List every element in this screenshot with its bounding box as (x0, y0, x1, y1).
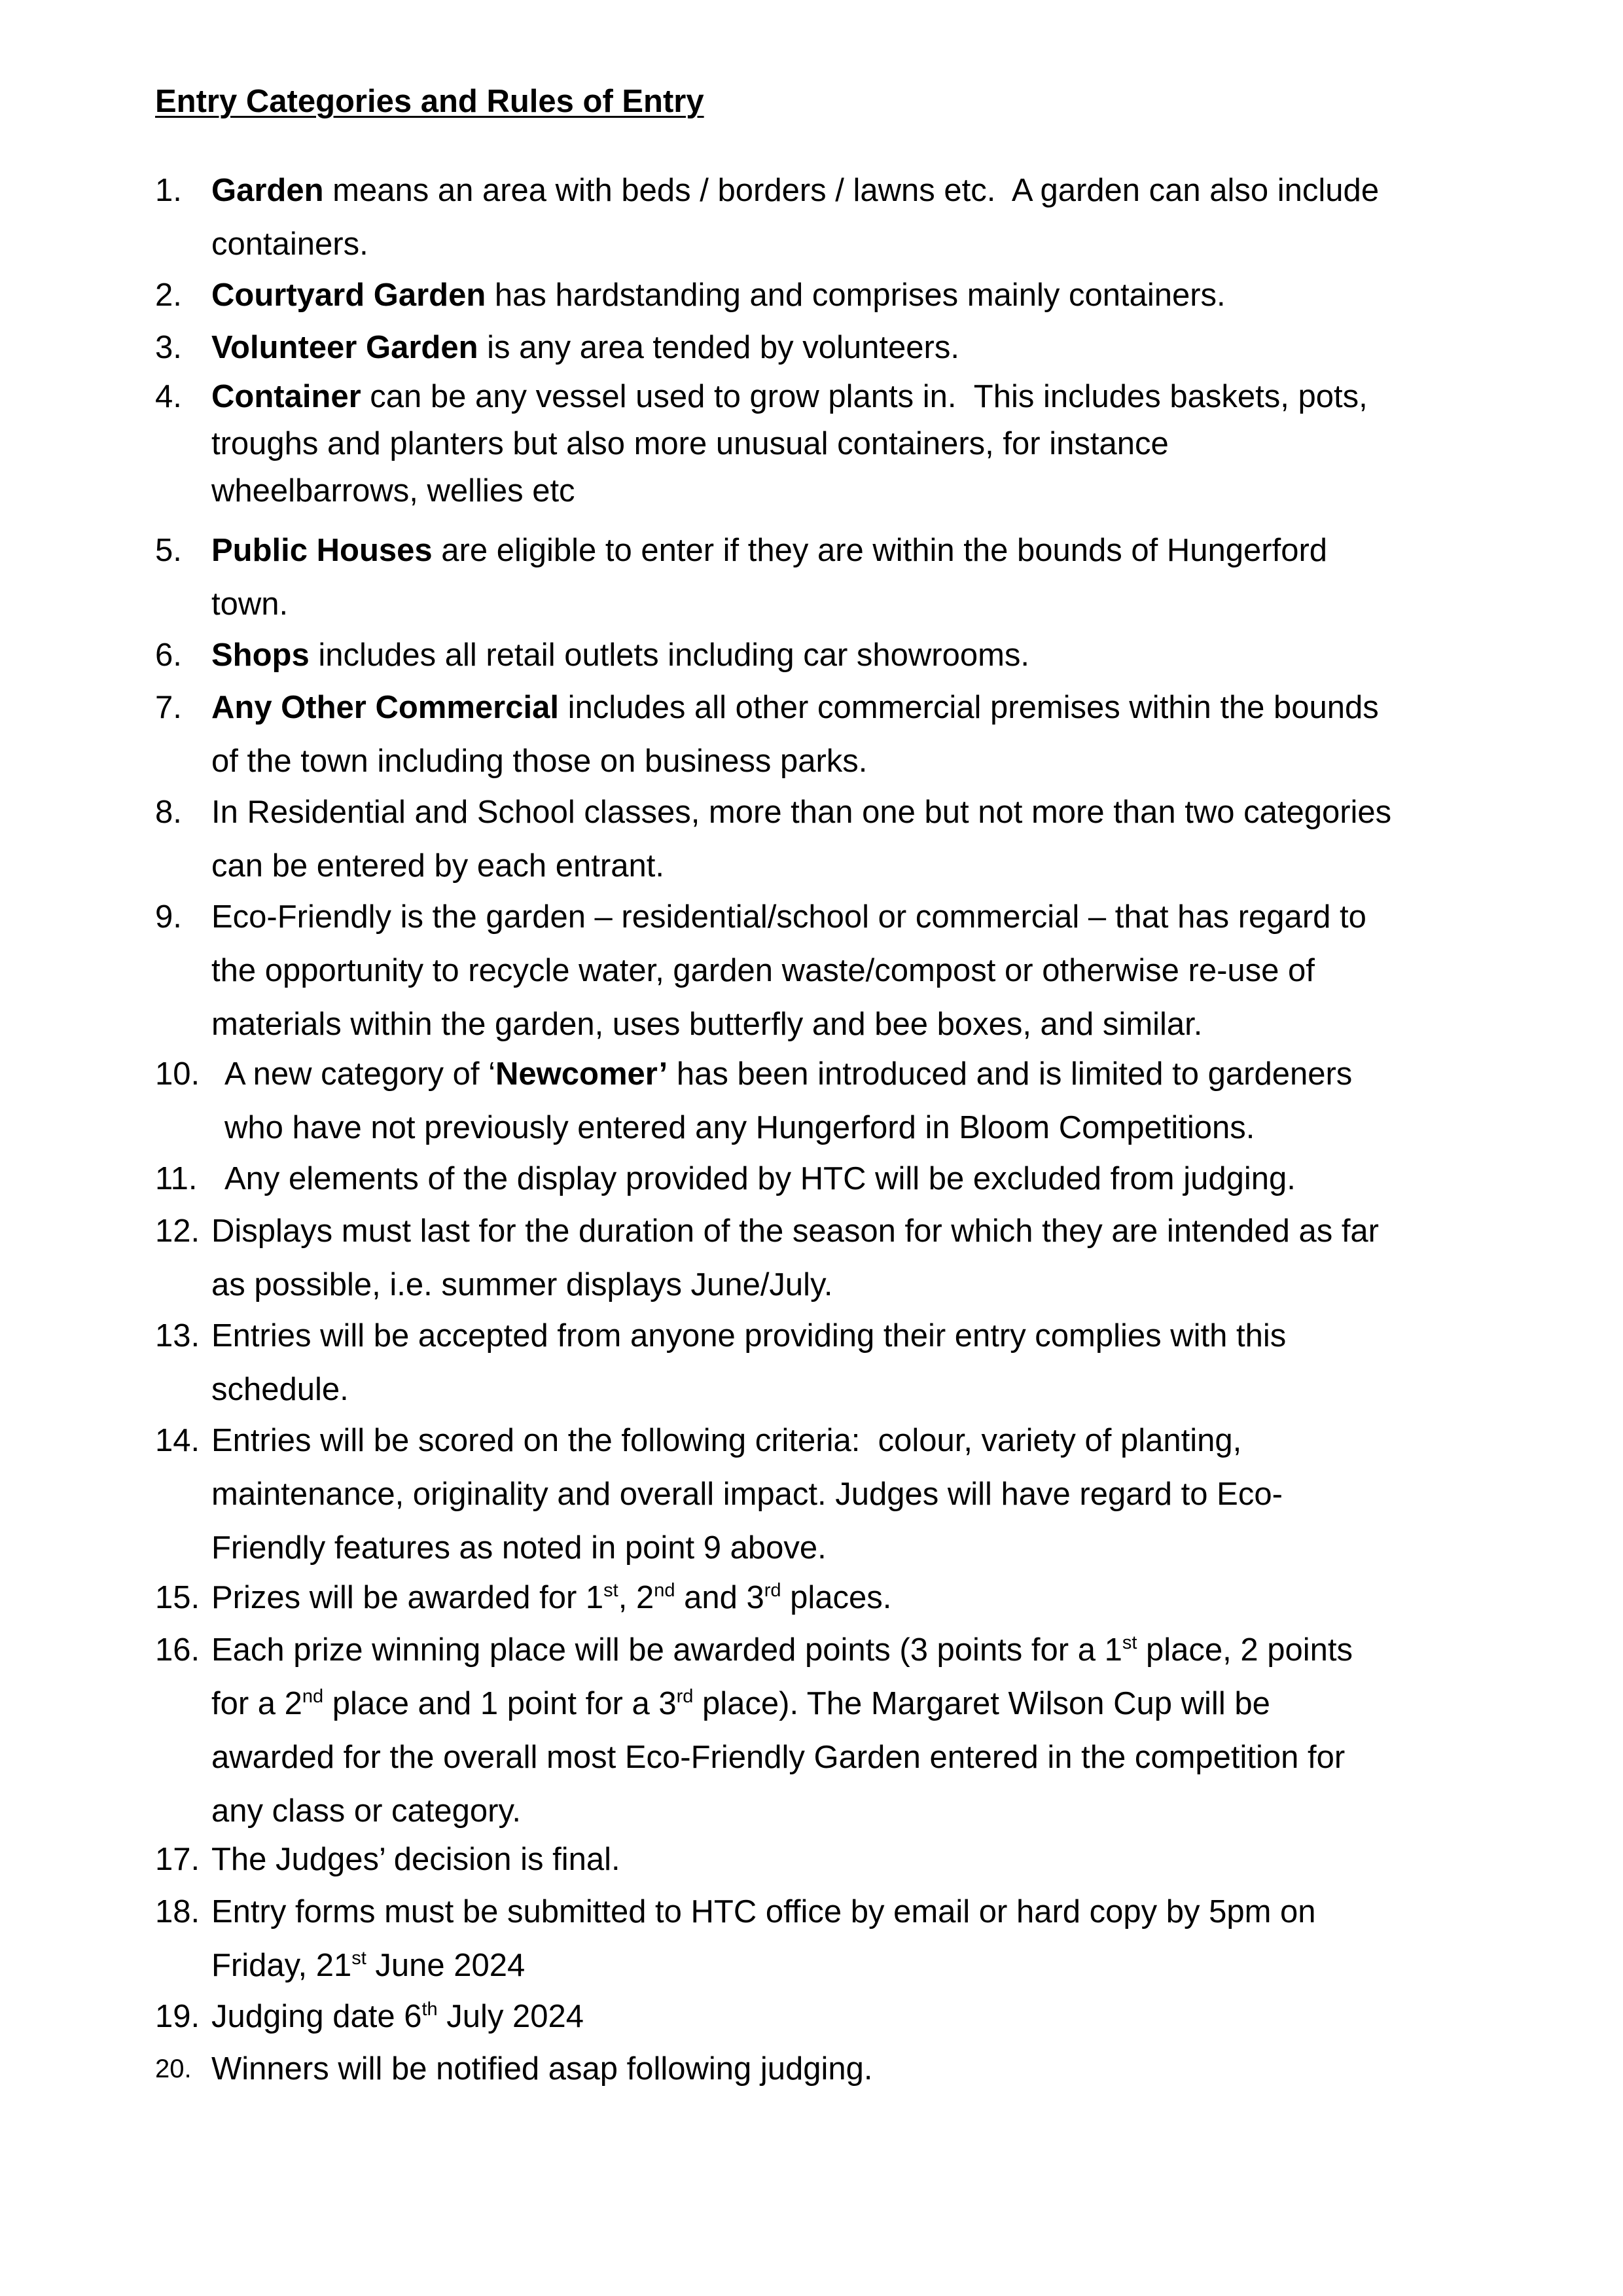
text-run: Displays must last for the duration of the season for which they are intended as far (211, 1213, 1380, 1249)
rule-line (211, 467, 1520, 514)
rule-text (211, 1990, 1520, 2043)
rule-line (211, 321, 1520, 374)
rule-line (211, 734, 1520, 788)
text-run: materials within the garden, uses butterfly and bee boxes, and similar. (211, 1007, 1203, 1042)
text-run: A new category of ‘ (224, 1056, 496, 1092)
rule-line (211, 217, 1520, 271)
rule-number: 11. (155, 1161, 198, 1196)
rule-line (211, 1731, 1520, 1784)
text-run: includes all retail outlets including car showrooms. (309, 637, 1030, 673)
rule-line (224, 1047, 1520, 1101)
text-run: can be entered by each entrant. (211, 848, 664, 884)
text-run: troughs and planters but also more unusual containers, for instance (211, 426, 1169, 461)
text-run: July 2024 (437, 1999, 584, 2034)
rule-text (224, 1047, 1520, 1155)
rule-text (211, 1309, 1520, 1416)
rule-line (211, 1467, 1520, 1521)
rule-number: 2. (155, 278, 182, 313)
rule-line (211, 944, 1520, 997)
bold-term: Shops (211, 637, 310, 673)
text-run: Entries will be scored on the following criteria: colour, variety of planting, (211, 1423, 1242, 1458)
rule-text (211, 890, 1520, 1051)
rule-number: 4. (155, 379, 182, 414)
rule-line (211, 1833, 1520, 1886)
rule-text (211, 524, 1520, 631)
rule-line (211, 1414, 1520, 1467)
rule-line (211, 890, 1520, 944)
text-run: means an area with beds / borders / lawns etc. A garden can also include (323, 173, 1380, 208)
rule-line (211, 1571, 1520, 1624)
text-run: Prizes will be awarded for 1 (211, 1580, 604, 1615)
rule-text (211, 268, 1520, 322)
rule-line (211, 2042, 1520, 2096)
rule-line (211, 997, 1520, 1051)
rule-line (211, 1784, 1520, 1838)
text-run: schedule. (211, 1372, 349, 1407)
rule-line (211, 1309, 1520, 1363)
rule-line (211, 839, 1520, 893)
rule-number: 5. (155, 533, 182, 568)
text-run: has been introduced and is limited to gardeners (668, 1056, 1353, 1092)
ordinal-suffix: rd (764, 1580, 781, 1601)
bold-term: Volunteer Garden (211, 330, 478, 365)
rule-number: 16. (155, 1632, 200, 1668)
rule-number: 13. (155, 1318, 200, 1354)
text-run: Friday, 21 (211, 1948, 352, 1983)
rule-line (211, 373, 1520, 420)
rule-number: 6. (155, 637, 182, 673)
text-run: includes all other commercial premises within the bounds (559, 690, 1379, 725)
rule-line (211, 1623, 1520, 1677)
rule-number: 10. (155, 1056, 200, 1092)
rule-text (211, 321, 1520, 374)
rule-number: 17. (155, 1842, 200, 1877)
text-run: town. (211, 586, 289, 622)
ordinal-suffix: st (603, 1580, 618, 1601)
text-run: maintenance, originality and overall impact. Judges will have regard to Eco- (211, 1477, 1283, 1512)
rule-number: 1. (155, 173, 182, 208)
rule-text (211, 1204, 1520, 1312)
rule-text (211, 1885, 1520, 1992)
rule-text (211, 785, 1520, 893)
rule-line (211, 1204, 1520, 1258)
rule-number: 18. (155, 1894, 200, 1929)
ordinal-suffix: rd (676, 1686, 694, 1707)
rule-text (211, 628, 1520, 682)
rule-line (211, 420, 1520, 467)
text-run: Any elements of the display provided by HTC will be excluded from judging. (224, 1161, 1296, 1196)
rule-text (211, 2042, 1520, 2096)
text-run: is any area tended by volunteers. (478, 330, 959, 365)
rule-number: 3. (155, 330, 182, 365)
rule-line (211, 524, 1520, 577)
text-run: of the town including those on business parks. (211, 744, 868, 779)
rule-number: 19. (155, 1999, 200, 2034)
text-run: are eligible to enter if they are within the bounds of Hungerford (432, 533, 1328, 568)
bold-term: Garden (211, 173, 324, 208)
text-run: wheelbarrows, wellies etc (211, 473, 575, 509)
rule-text (224, 1152, 1520, 1206)
text-run: In Residential and School classes, more than one but not more than two categories (211, 795, 1392, 830)
text-run: Friendly features as noted in point 9 above. (211, 1530, 827, 1566)
bold-term: Newcomer’ (495, 1056, 668, 1092)
rule-line (211, 268, 1520, 322)
bold-term: Any Other Commercial (211, 690, 559, 725)
ordinal-suffix: st (1122, 1632, 1137, 1653)
rule-line (211, 628, 1520, 682)
rule-line (211, 1521, 1520, 1575)
rule-line (211, 1885, 1520, 1939)
rule-text (211, 1623, 1520, 1838)
rule-number: 12. (155, 1213, 200, 1249)
rule-text (211, 1833, 1520, 1886)
rule-line (211, 681, 1520, 734)
rule-number: 15. (155, 1580, 200, 1615)
ordinal-suffix: th (421, 1999, 438, 2020)
text-run: Each prize winning place will be awarded points (3 points for a 1 (211, 1632, 1122, 1668)
text-run: places. (781, 1580, 892, 1615)
ordinal-suffix: nd (302, 1686, 324, 1707)
text-run: awarded for the overall most Eco-Friendly Garden entered in the competition for (211, 1740, 1346, 1775)
page-heading: Entry Categories and Rules of Entry (155, 84, 704, 119)
rule-text (211, 1571, 1520, 1624)
rule-line (211, 785, 1520, 839)
text-run: can be any vessel used to grow plants in. This includes baskets, pots, (361, 379, 1368, 414)
text-run: place). The Margaret Wilson Cup will be (693, 1686, 1270, 1721)
rule-number: 7. (155, 690, 182, 725)
text-run: place and 1 point for a 3 (323, 1686, 677, 1721)
rule-number: 20. (155, 2054, 192, 2083)
ordinal-suffix: nd (654, 1580, 675, 1601)
text-run: Entry forms must be submitted to HTC office by email or hard copy by 5pm on (211, 1894, 1316, 1929)
rule-text (211, 164, 1520, 271)
ordinal-suffix: st (351, 1948, 366, 1969)
rule-line (211, 577, 1520, 631)
rule-line (211, 1677, 1520, 1731)
bold-term: Public Houses (211, 533, 433, 568)
rule-text (211, 1414, 1520, 1575)
rule-line (211, 164, 1520, 217)
text-run: Judging date 6 (211, 1999, 422, 2034)
text-run: the opportunity to recycle water, garden waste/compost or otherwise re-use of (211, 953, 1315, 988)
text-run: has hardstanding and comprises mainly containers. (486, 278, 1226, 313)
rule-text (211, 373, 1520, 514)
text-run: June 2024 (366, 1948, 526, 1983)
rule-line (211, 1258, 1520, 1312)
rule-text (211, 681, 1520, 788)
rule-number: 9. (155, 899, 182, 935)
text-run: The Judges’ decision is final. (211, 1842, 620, 1877)
text-run: place, 2 points (1137, 1632, 1353, 1668)
rule-number: 8. (155, 795, 182, 830)
rule-line (224, 1152, 1520, 1206)
rule-line (211, 1990, 1520, 2043)
rule-line (211, 1939, 1520, 1992)
rule-number: 14. (155, 1423, 200, 1458)
rule-line (224, 1101, 1520, 1155)
text-run: as possible, i.e. summer displays June/July. (211, 1267, 833, 1302)
text-run: containers. (211, 226, 368, 262)
text-run: , 2 (618, 1580, 654, 1615)
text-run: Eco-Friendly is the garden – residential/school or commercial – that has regard to (211, 899, 1366, 935)
text-run: for a 2 (211, 1686, 302, 1721)
text-run: Entries will be accepted from anyone providing their entry complies with this (211, 1318, 1287, 1354)
bold-term: Courtyard Garden (211, 278, 486, 313)
text-run: Winners will be notified asap following judging. (211, 2051, 873, 2087)
text-run: any class or category. (211, 1793, 521, 1829)
text-run: who have not previously entered any Hungerford in Bloom Competitions. (224, 1110, 1255, 1145)
rule-line (211, 1363, 1520, 1416)
text-run: and 3 (675, 1580, 764, 1615)
bold-term: Container (211, 379, 361, 414)
